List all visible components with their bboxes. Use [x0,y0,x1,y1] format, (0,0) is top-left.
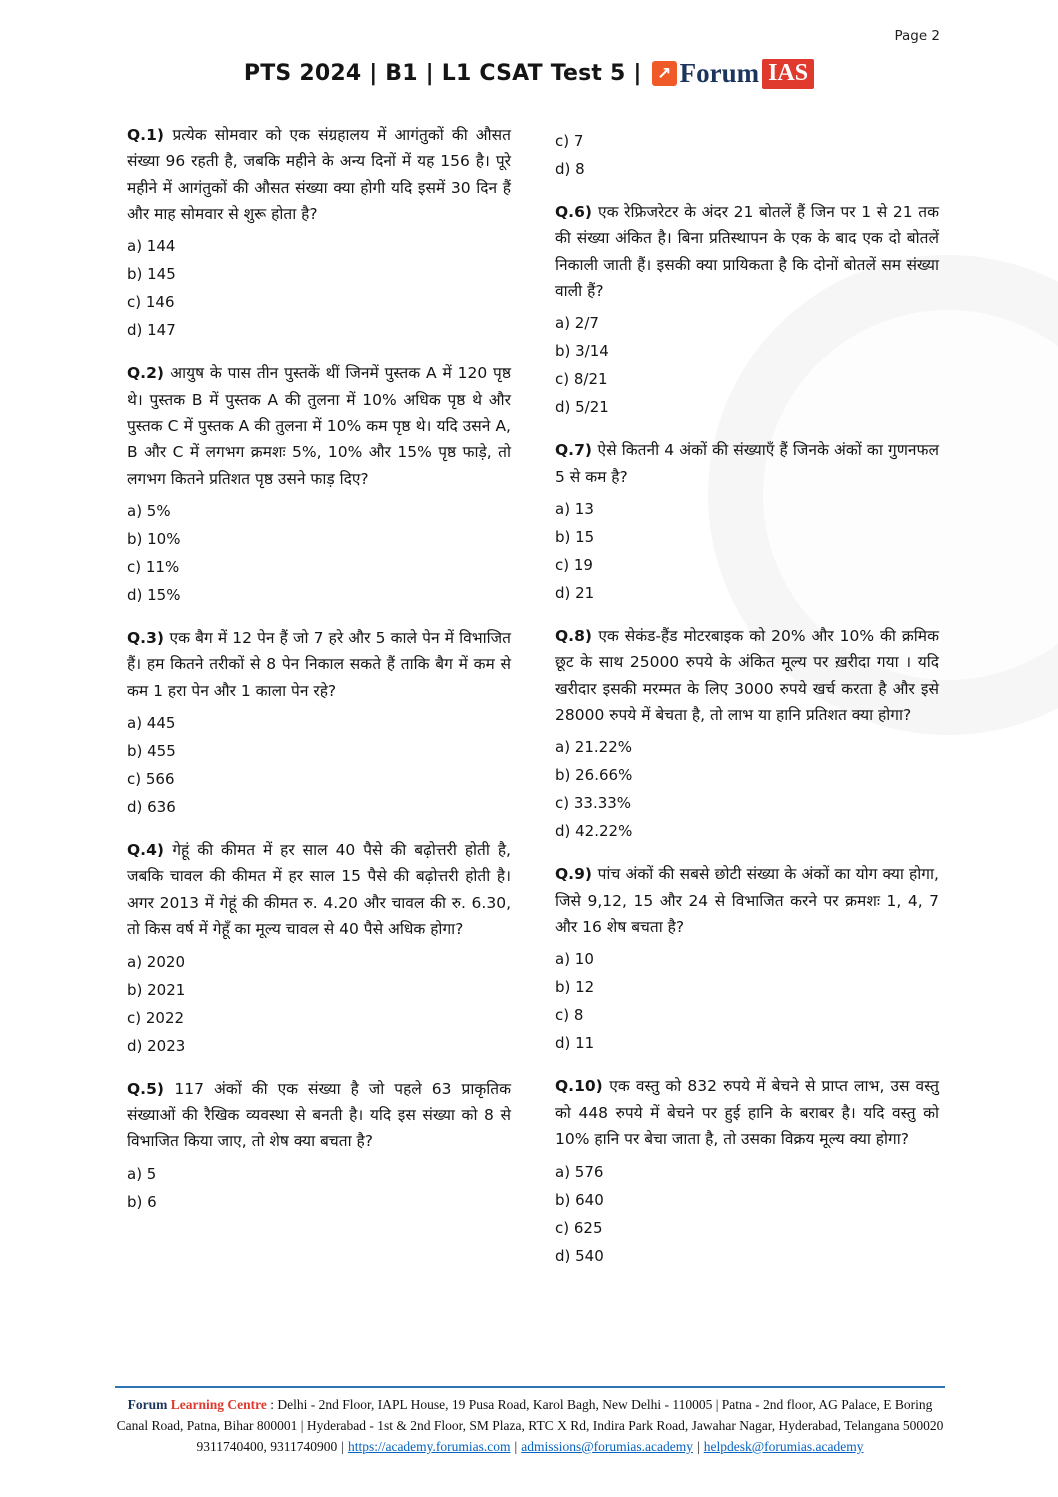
answer-option: a) 576 [555,1162,604,1181]
forumias-logo [652,58,815,89]
footer-link-website[interactable]: https://academy.forumias.com [347,1438,511,1454]
footer [115,1386,945,1458]
question-number: Q.6) [555,203,599,221]
answer-option: b) 12 [555,978,595,997]
separator: | [697,1438,700,1454]
right-column [555,122,939,1286]
answer-option: a) 2/7 [555,314,599,333]
question-text: Q.3) एक बैग में 12 पेन हैं जो 7 हरे और 5 काले पेन में विभाजित हैं। हम कितने तरीकों से 8 पेन निकाल सकते हैं ताकि बैग में कम से कम 1 हरा पेन और 1 काला पेन रहे? [127,629,511,700]
answer-option: c) 19 [555,556,593,575]
answer-option: b) 145 [127,265,176,284]
page-title: PTS 2024 | B1 | L1 CSAT Test 5 | [243,61,642,86]
logo-ias-badge: IAS [762,59,814,89]
answer-option: b) 3/14 [555,342,609,361]
footer-link-helpdesk-email[interactable]: helpdesk@forumias.academy [703,1438,864,1454]
question-6 [555,199,939,416]
footer-link-admissions-email[interactable]: admissions@forumias.academy [521,1438,694,1454]
answer-option: c) 625 [555,1218,603,1237]
answer-option: a) 5 [127,1164,157,1183]
answer-option: c) 11% [127,558,180,577]
question-8 [555,623,939,840]
answer-option: b) 6 [127,1192,157,1211]
logo-forum-text: Forum [679,58,760,88]
page-number: Page 2 [894,28,940,44]
question-number: Q.8) [555,627,599,646]
answer-option: c) 566 [127,770,175,789]
document-header [0,58,1058,89]
answer-option: a) 2020 [127,952,185,971]
answer-option: d) 21 [555,584,595,603]
answer-option: b) 26.66% [555,766,633,785]
question-1 [127,122,511,339]
question-5 [127,1076,511,1211]
answer-option: d) 5/21 [555,398,609,417]
question-text: Q.4) गेहूं की कीमत में हर साल 40 पैसे की बढ़ोत्तरी होती है, जबकि चावल की कीमत में हर साल 15 पैसे की बढ़ोत्तरी होती है। अगर 2013 में गेहूं की कीमत रु. 4.20 और चावल की रु. 6.30, तो किस वर्ष में गेहूँ का मूल्य चावल से 40 पैसे अधिक होगा? [127,841,511,939]
question-number: Q.1) [127,126,173,144]
answer-option: a) 13 [555,500,594,519]
answer-option: b) 10% [127,530,181,549]
answer-option: a) 445 [127,714,176,733]
answer-option: d) 42.22% [555,822,633,841]
separator: | [514,1438,518,1454]
question-text: Q.6) एक रेफ्रिजरेटर के अंदर 21 बोतलें हैं जिन पर 1 से 21 तक की संख्या अंकित है। बिना प्रतिस्थापन के एक के बाद एक दो बोतलें निकाली जाती हैं। इसकी क्या प्रायिकता है कि दोनों बोतलें सम संख्या वाली हैं? [555,203,939,301]
question-text: Q.9) पांच अंकों की सबसे छोटी संख्या के अंकों का योग क्या होगा, जिसे 9,12, 15 और 24 से विभाजित करने पर क्रमशः 1, 4, 7 और 16 शेष बचता है? [555,865,939,937]
answer-option: d) 8 [555,160,585,178]
question-number: Q.9) [555,865,598,884]
answer-option: a) 144 [127,237,176,256]
footer-address [115,1395,945,1437]
question-number: Q.10) [555,1077,610,1096]
answer-option: d) 636 [127,798,176,817]
question-number: Q.2) [127,364,171,383]
question-text: Q.8) एक सेकंड-हैंड मोटरबाइक को 20% और 10% की क्रमिक छूट के साथ 25000 रुपये के अंकित मूल्य पर ख़रीदा गया । यदि खरीदार इसकी मरम्मत के लिए 3000 रुपये खर्च करता है और इसे 28000 रुपये में बेचता है, तो लाभ या हानि प्रतिशत क्या होगा? [555,627,939,725]
question-10 [555,1073,939,1264]
footer-address-text: Delhi - 2nd Floor, IAPL House, 19 Pusa Road, Karol Bagh, New Delhi - 110005 | Patna - 2nd floor, AG Palace, E Boring Canal Road, Patna, Bihar 800001 | Hyderabad - 1st & 2nd Floor, SM Plaza, RTC X Rd, Indira Park Road, Jawahar Nagar, Hyderabad, Telangana 500020 [116,1397,944,1433]
question-text: Q.2) आयुष के पास तीन पुस्तकें थीं जिनमें पुस्तक A में 120 पृष्ठ थे। पुस्तक B में पुस्तक A की तुलना में 10% अधिक पृष्ठ थे और पुस्तक C में पुस्तक A की तुलना में 10% कम पृष्ठ थे। यदि उसने A, B और C में लगभग क्रमशः 5%, 10% और 15% पृष्ठ फाड़े, तो लगभग कितने प्रतिशत पृष्ठ उसने फाड़ दिए? [127,364,511,488]
question-text: Q.1) प्रत्येक सोमवार को एक संग्रहालय में आगंतुकों की औसत संख्या 96 रहती है, जबकि महीने के अन्य दिनों में यह 156 है। पूरे महीने में आगंतुकों की औसत संख्या क्या होगी यदि इसमें 30 दिन हैं और माह सोमवार से शुरू होता है? [127,126,511,224]
answer-option: d) 2023 [127,1036,186,1055]
answer-option: a) 21.22% [555,738,633,757]
question-number: Q.5) [127,1079,175,1098]
answer-option: c) 146 [127,293,175,312]
questions-area [127,122,939,1286]
answer-option: d) 147 [127,321,176,340]
footer-brand-learning-centre: Learning Centre [170,1397,267,1412]
question-number: Q.7) [555,441,598,460]
question-number: Q.3) [127,629,170,648]
answer-option: a) 10 [555,950,594,969]
answer-option: b) 2021 [127,980,186,999]
question-number: Q.4) [127,841,173,860]
footer-brand-forum: Forum [127,1397,168,1412]
separator: | [341,1438,344,1454]
question-text: Q.5) 117 अंकों की एक संख्या है जो पहले 63 प्राकृतिक संख्याओं की रैखिक व्यवस्था से बनती है। यदि इस संख्या को 8 से विभाजित किया जाए, तो शेष क्या बचता है? [127,1079,511,1151]
question-4 [127,837,511,1054]
footer-colon: : [266,1397,275,1412]
answer-option: b) 640 [555,1190,604,1209]
answer-option: a) 5% [127,502,171,521]
answer-option: c) 2022 [127,1008,185,1027]
question-text: Q.7) ऐसे कितनी 4 अंकों की संख्याएँ हैं जिनके अंकों का गुणनफल 5 से कम है? [555,441,939,486]
question-text: Q.10) एक वस्तु को 832 रुपये में बेचने से प्राप्त लाभ, उस वस्तु को 448 रुपये में बेचने पर हुई हानि के बराबर है। यदि वस्तु को 10% हानि पर बेचा जाता है, तो उसका विक्रय मूल्य क्या होगा? [555,1077,939,1149]
question-continued-options [555,132,939,178]
answer-option: c) 33.33% [555,794,632,813]
answer-option: b) 455 [127,742,176,761]
answer-option: d) 15% [127,586,181,605]
answer-option: c) 8 [555,1006,584,1025]
question-3 [127,625,511,816]
arrow-up-right-icon: ↗ [652,61,677,86]
question-9 [555,861,939,1052]
left-column [127,122,511,1286]
footer-phones: 9311740400, 9311740900 [196,1438,338,1454]
answer-option: b) 15 [555,528,595,547]
answer-option: c) 7 [555,132,584,150]
answer-option: d) 11 [555,1034,595,1053]
footer-contact [115,1437,945,1458]
question-7 [555,437,939,602]
answer-option: c) 8/21 [555,370,608,389]
question-2 [127,360,511,604]
answer-option: d) 540 [555,1246,604,1265]
